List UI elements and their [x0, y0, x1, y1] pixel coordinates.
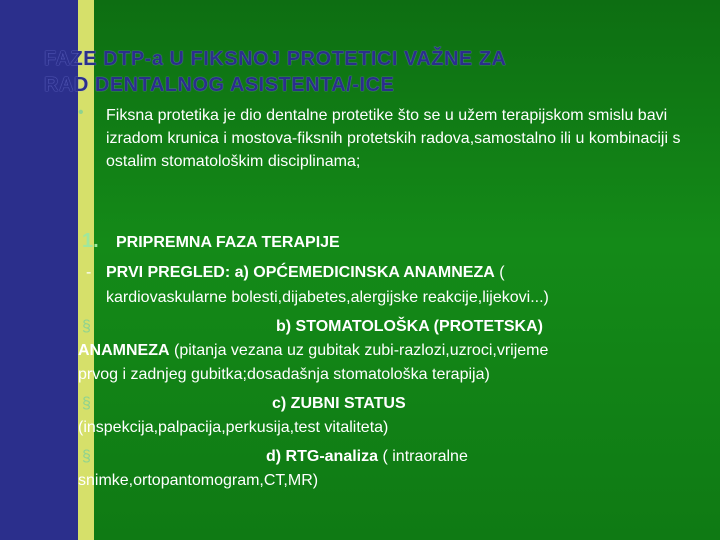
first-exam-line-2: kardiovaskularne bolesti,dijabetes,alergijske reakcije,lijekovi...)	[106, 289, 549, 306]
item-b-bullet: §	[82, 318, 91, 335]
item-d-bullet: §	[82, 448, 91, 465]
first-exam-rest: (	[494, 264, 505, 281]
title-line-1: FAZE DTP-a U FIKSNOJ PROTETICI VAŽNE ZA	[44, 48, 507, 70]
title-line-2: RAD DENTALNOG ASISTENTA/-ICE	[44, 74, 395, 96]
item-d-bold: d) RTG-analiza	[266, 448, 379, 465]
intro-text: Fiksna protetika je dio dentalne protetike što se u užem terapijskom smislu bavi izradom krunica i mostova-fiksnih protetskih radova,samostalno ili u kombinaciji s ostalim stomatološkim disciplinama;	[106, 107, 681, 170]
intro-bullet-item	[78, 104, 708, 173]
first-exam-dash: -	[86, 264, 92, 281]
item-c-bullet: §	[82, 395, 91, 412]
section-heading: PRIPREMNA FAZA TERAPIJE	[116, 234, 340, 251]
slide-title	[44, 46, 704, 98]
item-d-line-1	[266, 446, 468, 468]
item-b-line-2-bold: ANAMNEZA	[78, 342, 170, 359]
item-c-heading: c) ZUBNI STATUS	[272, 395, 406, 412]
section-number: 1.	[82, 230, 99, 252]
item-c-line-2: (inspekcija,palpacija,perkusija,test vitaliteta)	[78, 419, 389, 436]
item-b-line-3: prvog i zadnjeg gubitka;dosadašnja stomatološka terapija)	[78, 366, 490, 383]
item-b-heading: b) STOMATOLOŠKA (PROTETSKA)	[276, 318, 543, 335]
item-b-line-2-rest: (pitanja vezana uz gubitak zubi-razlozi,uzroci,vrijeme	[169, 342, 549, 359]
first-exam-bold: PRVI PREGLED: a) OPĆEMEDICINSKA ANAMNEZA	[106, 264, 495, 281]
intro-bullet-marker: •	[78, 104, 84, 121]
item-b-line-2	[78, 340, 548, 362]
first-exam-line-1	[106, 262, 505, 284]
item-d-line-2: snimke,ortopantomogram,CT,MR)	[78, 472, 319, 489]
item-d-rest: ( intraoralne	[378, 448, 468, 465]
